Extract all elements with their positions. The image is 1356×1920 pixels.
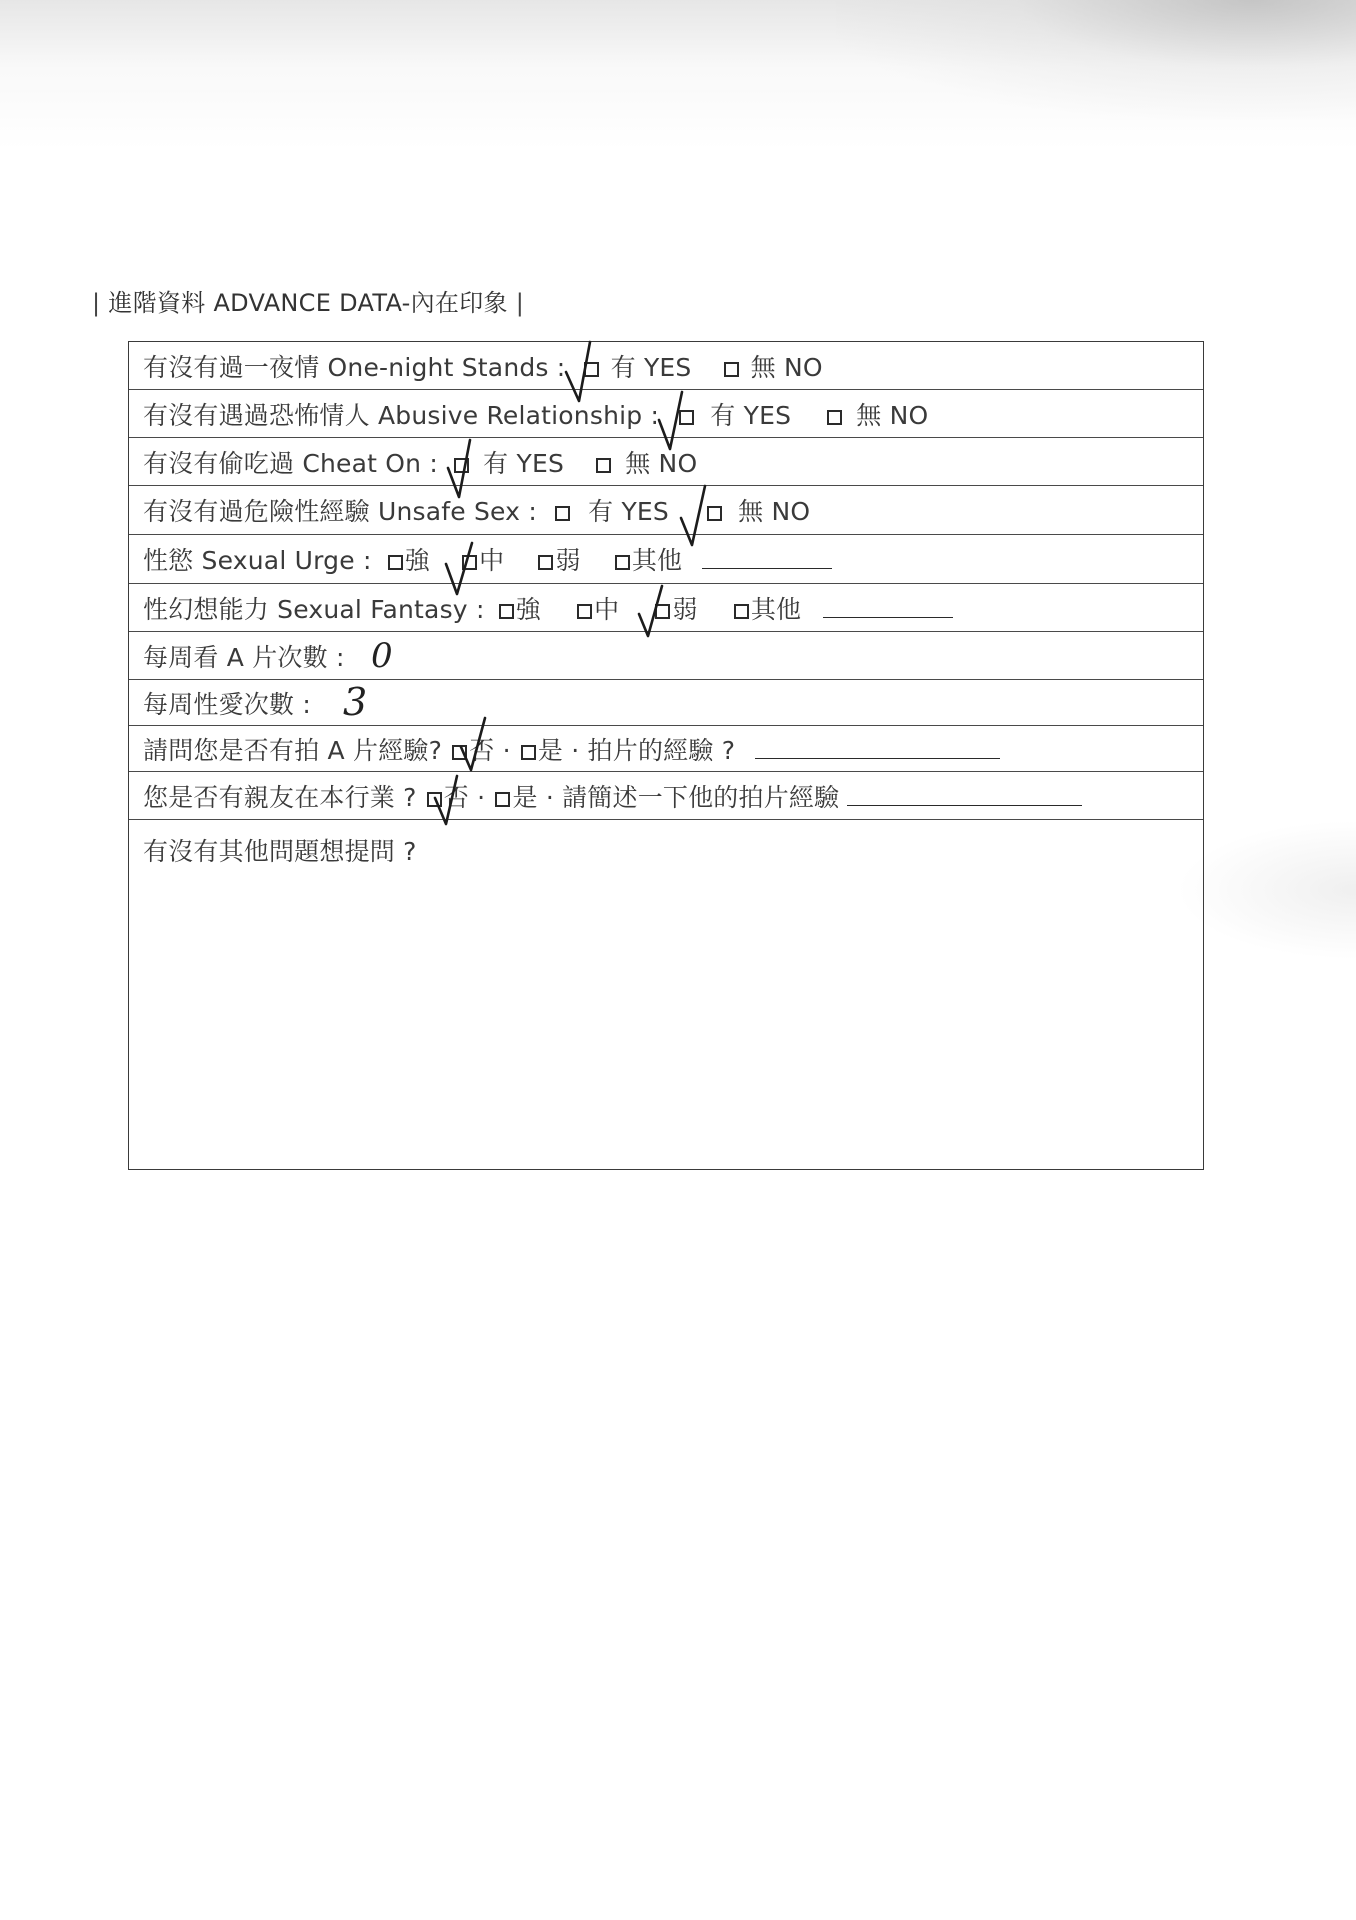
row-other-questions-content bbox=[143, 832, 417, 868]
separator-dot: · bbox=[477, 782, 486, 812]
question-weekly-porn: 每周看 A 片次數 : bbox=[143, 642, 345, 672]
option-medium-label: 中 bbox=[479, 546, 505, 575]
checkbox-strong[interactable] bbox=[499, 604, 514, 619]
checkbox-yes[interactable] bbox=[555, 506, 570, 521]
question-cheat-on: 有沒有偷吃過 Cheat On : bbox=[143, 448, 438, 478]
option-yes-label: 有 YES bbox=[610, 352, 692, 382]
option-yes-label: 是 bbox=[537, 735, 564, 765]
checkbox-medium[interactable] bbox=[462, 555, 477, 570]
question-other-questions: 有沒有其他問題想提問 ? bbox=[143, 837, 417, 866]
option-weak-label: 弱 bbox=[555, 546, 581, 575]
row-weekly-sex-content bbox=[143, 685, 311, 721]
row-sexual-urge-content bbox=[143, 541, 832, 577]
question-weekly-sex: 每周性愛次數 : bbox=[143, 689, 311, 719]
option-no-label: 無 NO bbox=[750, 352, 823, 382]
section-title-bar-left: | bbox=[92, 289, 101, 317]
checkbox-no[interactable] bbox=[724, 362, 739, 377]
question-sexual-fantasy: 性幻想能力 Sexual Fantasy : bbox=[143, 594, 485, 624]
checkbox-other[interactable] bbox=[615, 555, 630, 570]
checkbox-yes[interactable] bbox=[495, 792, 510, 807]
row-weekly-sex bbox=[129, 680, 1203, 726]
option-weak-label: 弱 bbox=[672, 594, 698, 624]
section-title bbox=[92, 283, 524, 318]
option-medium-label: 中 bbox=[594, 594, 620, 624]
checkbox-yes[interactable] bbox=[584, 362, 599, 377]
row-unsafe-sex-content bbox=[143, 492, 810, 528]
separator-dot: · bbox=[502, 735, 511, 765]
row-sexual-urge bbox=[129, 535, 1203, 584]
option-yes-label: 有 YES bbox=[588, 497, 669, 526]
question-porn-experience: 請問您是否有拍 A 片經驗? bbox=[143, 735, 443, 765]
row-unsafe-sex bbox=[129, 486, 1203, 535]
question-sexual-urge: 性慾 Sexual Urge : bbox=[143, 546, 372, 575]
checkbox-no[interactable] bbox=[596, 458, 611, 473]
checkbox-yes[interactable] bbox=[521, 745, 536, 760]
option-no-label: 無 NO bbox=[738, 497, 811, 526]
porn-experience-detail-label: · 拍片的經驗 ? bbox=[571, 735, 736, 765]
row-weekly-porn bbox=[129, 632, 1203, 680]
row-friends-in-industry bbox=[129, 772, 1203, 820]
option-yes-label: 是 bbox=[512, 782, 538, 812]
checkbox-no[interactable] bbox=[827, 410, 842, 425]
row-friends-in-industry-content bbox=[143, 778, 1082, 814]
option-other-label: 其他 bbox=[750, 594, 802, 624]
option-strong-label: 強 bbox=[404, 546, 430, 575]
paper-crease-shadow-corner bbox=[836, 0, 1356, 120]
advance-data-form bbox=[128, 341, 1204, 1170]
checkbox-weak[interactable] bbox=[538, 555, 553, 570]
option-no-label: 無 NO bbox=[625, 448, 698, 478]
question-unsafe-sex: 有沒有過危險性經驗 Unsafe Sex : bbox=[143, 497, 537, 526]
checkbox-yes[interactable] bbox=[454, 458, 469, 473]
checkbox-other[interactable] bbox=[734, 604, 749, 619]
row-abusive-relationship-content bbox=[143, 396, 928, 432]
friends-experience-blank-line[interactable] bbox=[847, 804, 1082, 806]
option-yes-label: 有 YES bbox=[483, 448, 565, 478]
answer-weekly-porn-handwritten[interactable]: 0 bbox=[371, 636, 393, 676]
option-strong-label: 強 bbox=[515, 594, 541, 624]
row-abusive-relationship bbox=[129, 390, 1203, 438]
checkbox-no[interactable] bbox=[707, 506, 722, 521]
row-porn-experience bbox=[129, 726, 1203, 772]
option-no-label: 否 bbox=[469, 735, 495, 765]
option-no-label: 無 NO bbox=[856, 400, 929, 430]
row-cheat-on-content bbox=[143, 444, 697, 480]
row-weekly-porn-content bbox=[143, 638, 345, 674]
checkbox-strong[interactable] bbox=[388, 555, 403, 570]
option-other-label: 其他 bbox=[631, 546, 683, 575]
question-abusive-relationship: 有沒有遇過恐怖情人 Abusive Relationship : bbox=[143, 400, 660, 430]
other-blank-line[interactable] bbox=[702, 567, 832, 569]
question-friends-in-industry: 您是否有親友在本行業 ? bbox=[143, 782, 417, 812]
row-sexual-fantasy bbox=[129, 584, 1203, 632]
porn-experience-blank-line[interactable] bbox=[755, 757, 1000, 759]
option-no-label: 否 bbox=[443, 782, 469, 812]
answer-weekly-sex-handwritten[interactable]: 3 bbox=[343, 680, 368, 724]
question-one-night-stands: 有沒有過一夜情 One-night Stands : bbox=[143, 352, 566, 382]
checkbox-no[interactable] bbox=[452, 745, 467, 760]
row-porn-experience-content bbox=[143, 731, 1000, 767]
row-cheat-on bbox=[129, 438, 1203, 486]
section-title-bar-right: | bbox=[515, 289, 525, 317]
checkbox-yes[interactable] bbox=[679, 410, 694, 425]
checkbox-medium[interactable] bbox=[577, 604, 592, 619]
row-other-questions[interactable] bbox=[129, 820, 1203, 1169]
option-yes-label: 有 YES bbox=[710, 400, 792, 430]
other-blank-line[interactable] bbox=[823, 616, 953, 618]
checkbox-weak[interactable] bbox=[655, 604, 670, 619]
row-sexual-fantasy-content bbox=[143, 590, 953, 626]
row-one-night-stands-content bbox=[143, 348, 823, 384]
row-one-night-stands bbox=[129, 342, 1203, 390]
friends-experience-label: · 請簡述一下他的拍片經驗 bbox=[545, 782, 840, 812]
section-title-text: 進階資料 ADVANCE DATA-內在印象 bbox=[108, 289, 508, 317]
checkbox-no[interactable] bbox=[427, 792, 442, 807]
